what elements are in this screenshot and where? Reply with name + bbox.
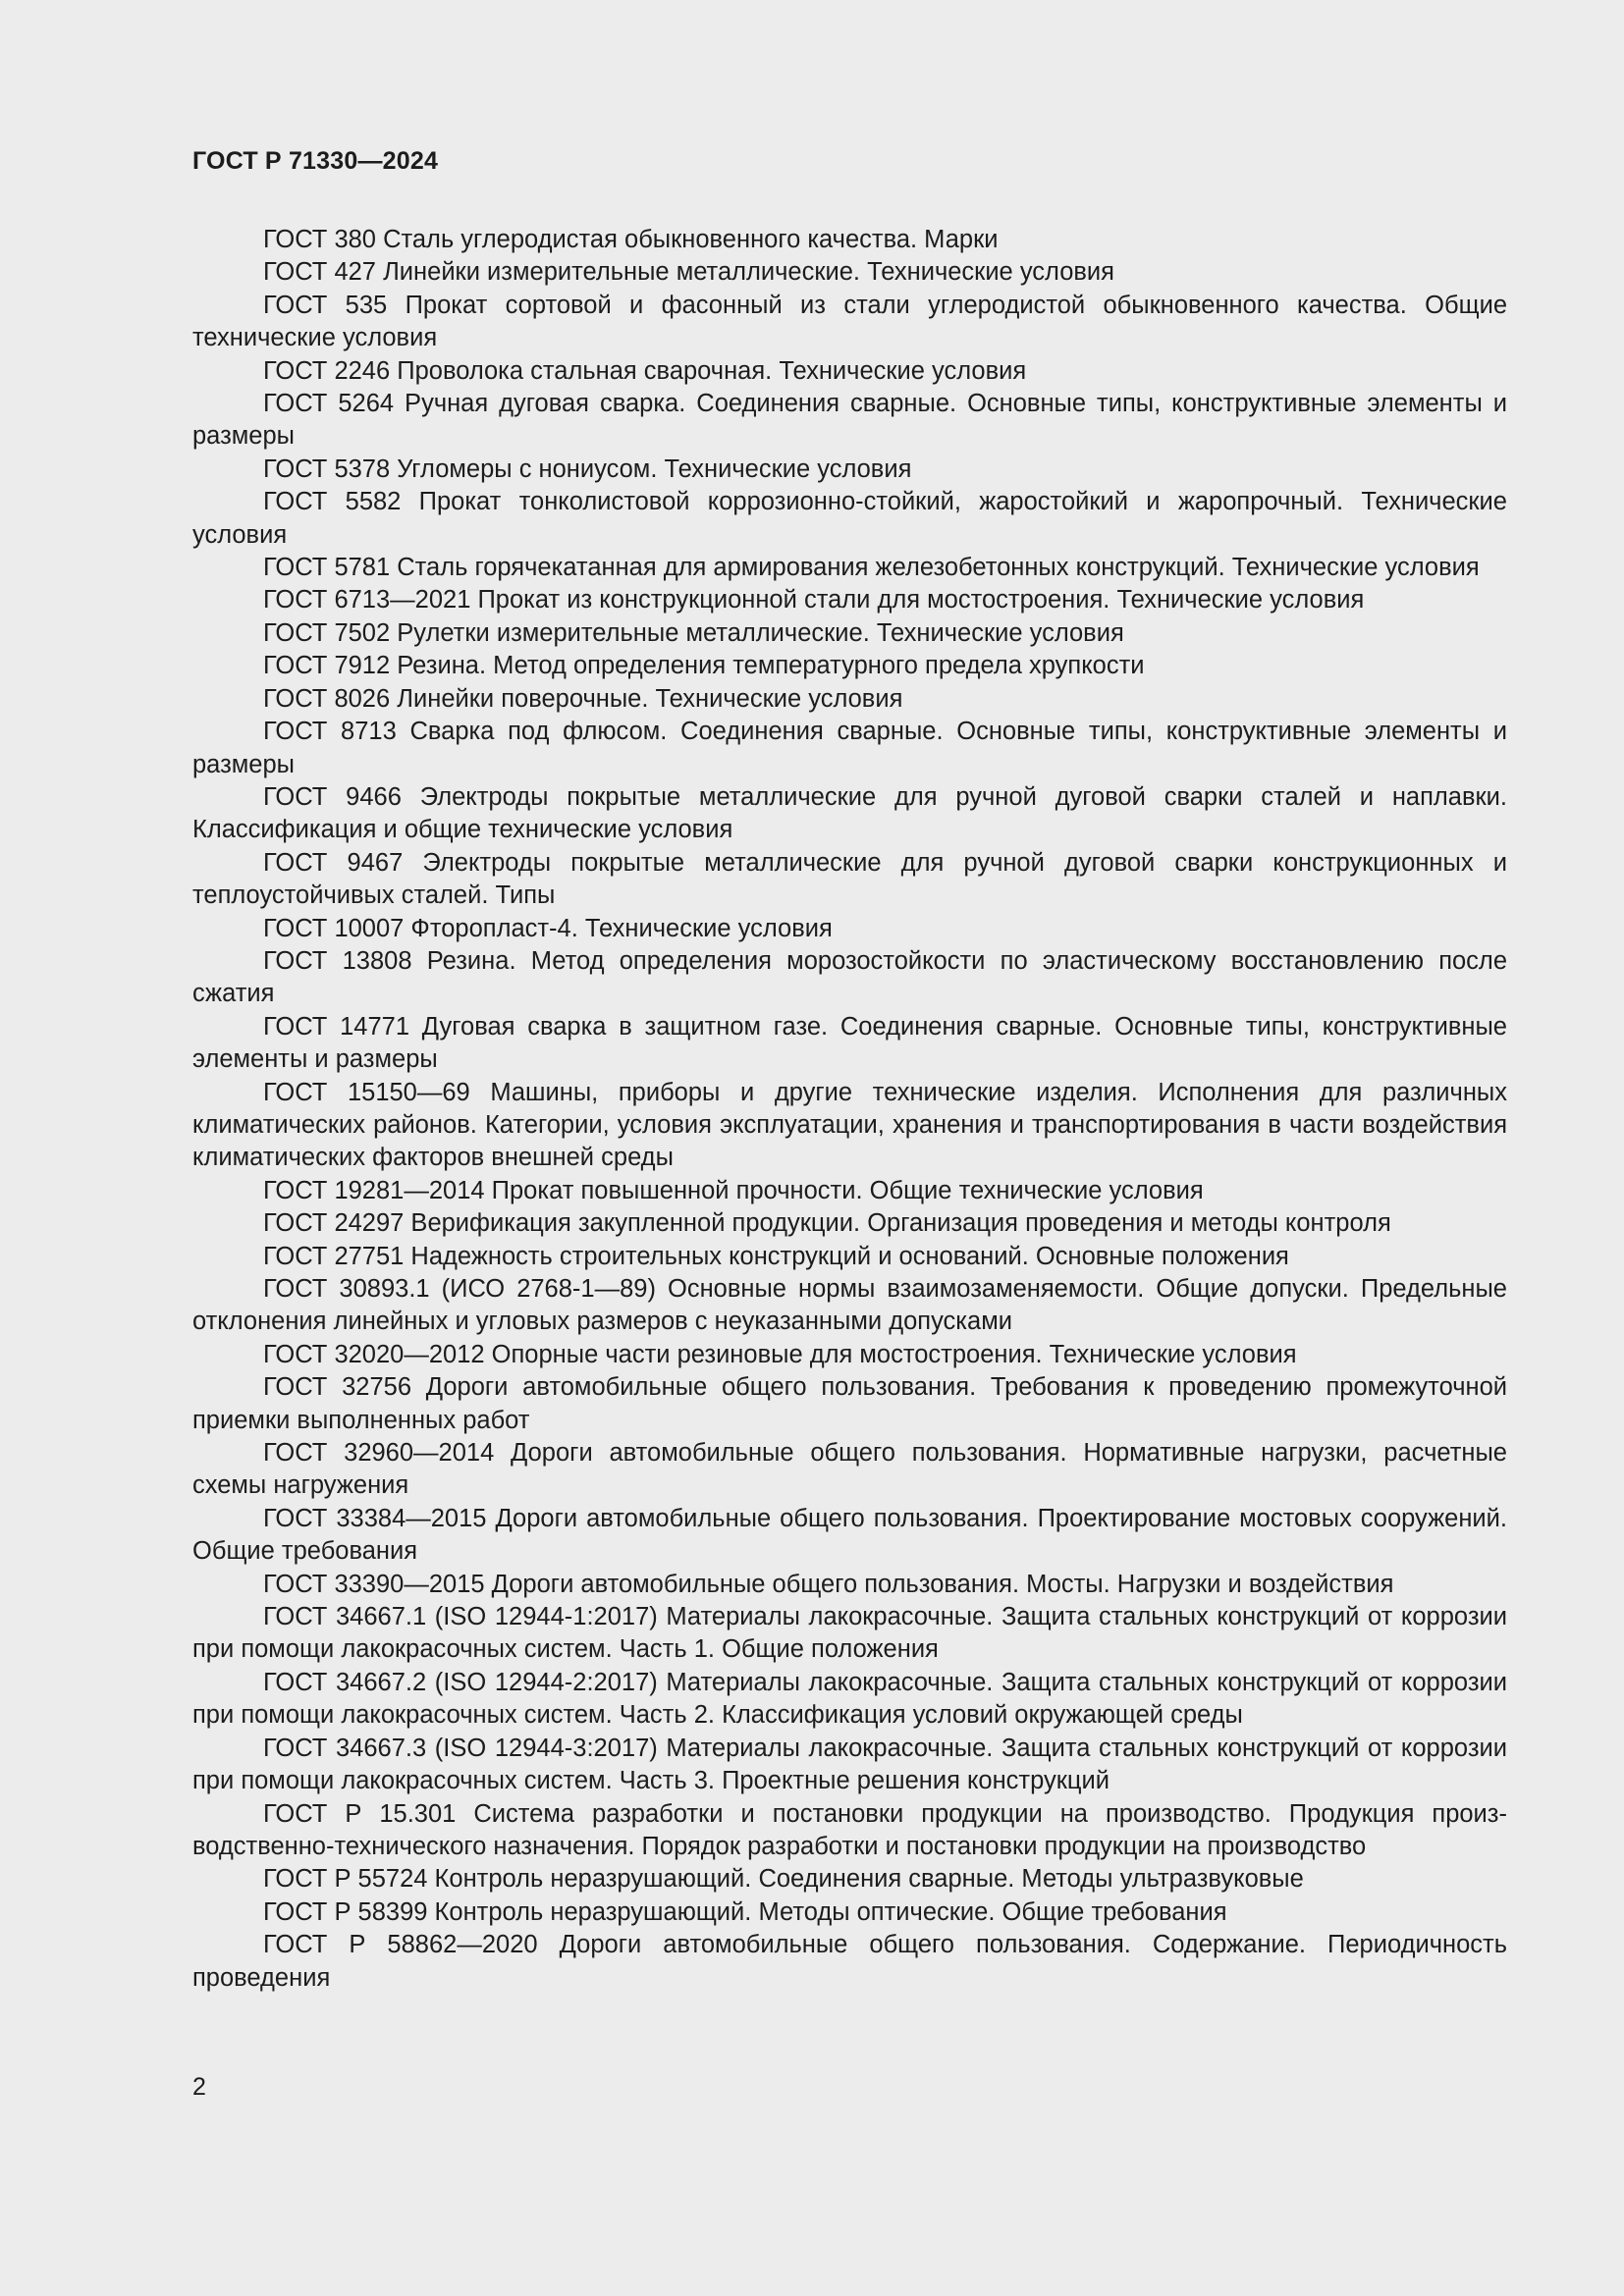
reference-entry: ГОСТ Р 58399 Контроль неразрушающий. Методы оптические. Общие требования [263,1897,1227,1926]
reference-entry: ГОСТ 15150—69 Машины, приборы и другие технические изделия. Исполнения для различных климатических районов. Категории, условия эксплуатации, хранения и транспортирования в части воздействия климатических факторов внешней среды [192,1078,1507,1172]
reference-entry: ГОСТ 5264 Ручная дуговая сварка. Соединения сварные. Основные типы, конструктивные элементы и размеры [192,390,1507,451]
reference-entry: ГОСТ 14771 Дуговая сварка в защитном газе. Соединения сварные. Основные типы, конструктивные элементы и размеры [192,1012,1507,1074]
reference-entry: ГОСТ 24297 Верификация закупленной продукции. Организация проведения и методы контроля [263,1209,1391,1238]
reference-entry: ГОСТ 9466 Электроды покрытые металлические для ручной дуговой сварки сталей и наплавки. Классификация и общие технические условия [192,782,1507,844]
reference-entry: ГОСТ 5582 Прокат тонколистовой коррозионно-стойкий, жаростойкий и жаропрочный. Технические условия [192,488,1507,549]
reference-entry: ГОСТ 34667.3 (ISO 12944-3:2017) Материалы лакокрасочные. Защита стальных конструкций от коррозии при помощи лакокрасочных систем. Часть 3. Проектные решения конструкций [192,1734,1507,1795]
reference-entry: ГОСТ 13808 Резина. Метод определения морозостойкости по эластическому восстановлению после сжатия [192,946,1507,1008]
document-header: ГОСТ Р 71330—2024 [192,147,439,175]
reference-entry: ГОСТ 32960—2014 Дороги автомобильные общего пользования. Нормативные нагрузки, расчетные схемы нагружения [192,1439,1507,1500]
reference-entry: ГОСТ 34667.1 (ISO 12944-1:2017) Материалы лакокрасочные. Защита стальных конструкций от коррозии при помощи лакокрасочных систем. Часть 1. Общие положения [192,1603,1507,1664]
reference-entry: ГОСТ 380 Сталь углеродистая обыкновенного качества. Марки [263,226,999,253]
reference-entry: ГОСТ 8026 Линейки поверочные. Технические условия [263,684,903,713]
reference-entry: ГОСТ 7502 Рулетки измерительные металлические. Технические условия [263,618,1124,647]
reference-entry: ГОСТ 5378 Угломеры с нониусом. Технические условия [263,454,912,483]
reference-entry: ГОСТ 9467 Электроды покрытые металлические для ручной дуговой сварки конструкционных и теплоустойчивых сталей. Типы [192,848,1507,910]
reference-entry: ГОСТ 8713 Сварка под флюсом. Соединения сварные. Основные типы, конструктивные элементы и размеры [192,718,1507,778]
reference-entry: ГОСТ 427 Линейки измерительные металлические. Технические условия [263,258,1114,287]
reference-entry: ГОСТ 34667.2 (ISO 12944-2:2017) Материалы лакокрасочные. Защита стальных конструкций от коррозии при помощи лакокрасочных систем. Часть 2. Классификация условий окружающей среды [192,1668,1507,1730]
reference-entry: ГОСТ Р 55724 Контроль неразрушающий. Соединения сварные. Методы ультразвуковые [263,1865,1304,1894]
normative-references-list [192,224,1507,1995]
reference-entry: ГОСТ Р 15.301 Система разработки и постановки продукции на производство. Продукция производственно-технического назначения. Порядок разработки и постановки продукции на производство [192,1799,1507,1860]
reference-entry: ГОСТ 33390—2015 Дороги автомобильные общего пользования. Мосты. Нагрузки и воздействия [263,1570,1394,1598]
reference-entry: ГОСТ 32020—2012 Опорные части резиновые для мостостроения. Технические условия [263,1340,1297,1368]
reference-entry: ГОСТ 2246 Проволока стальная сварочная. Технические условия [263,356,1027,385]
page-number: 2 [192,2073,206,2101]
reference-entry: ГОСТ 7912 Резина. Метод определения температурного предела хрупкости [263,652,1145,680]
reference-entry: ГОСТ Р 58862—2020 Дороги автомобильные общего пользования. Содержание. Периодичность проведения [192,1931,1507,1992]
reference-entry: ГОСТ 27751 Надежность строительных конструкций и оснований. Основные положения [263,1242,1289,1270]
reference-entry: ГОСТ 5781 Сталь горячекатанная для армирования железобетонных конструкций. Технические условия [263,554,1480,582]
reference-entry: ГОСТ 19281—2014 Прокат повышенной прочности. Общие технические условия [263,1176,1204,1204]
reference-entry: ГОСТ 32756 Дороги автомобильные общего пользования. Требования к проведению промежуточной приемки выполненных работ [192,1373,1507,1434]
reference-entry: ГОСТ 33384—2015 Дороги автомобильные общего пользования. Проектирование мостовых сооружений. Общие требования [192,1504,1507,1566]
reference-entry: ГОСТ 10007 Фторопласт-4. Технические условия [263,914,833,942]
reference-entry: ГОСТ 6713—2021 Прокат из конструкционной стали для мостостроения. Технические условия [263,586,1365,614]
reference-entry: ГОСТ 30893.1 (ИСО 2768-1—89) Основные нормы взаимозаменяемости. Общие допуски. Предельные отклонения линейных и угловых размеров с неуказанными допусками [192,1275,1507,1336]
reference-entry: ГОСТ 535 Прокат сортовой и фасонный из стали углеродистой обыкновенного качества. Общие технические условия [192,291,1507,352]
